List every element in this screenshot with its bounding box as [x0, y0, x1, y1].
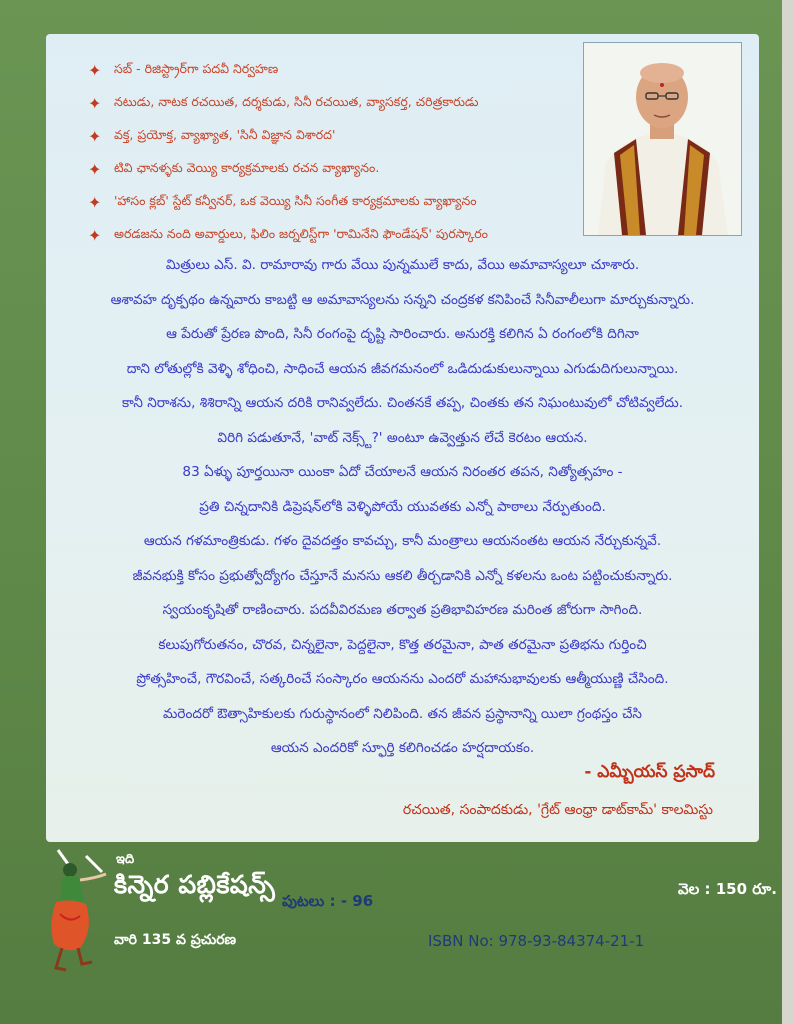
- text-panel: [46, 34, 759, 842]
- foreword-line: మిత్రులు ఎస్. వి. రామారావు గారు వేయి పున్నములే కాదు, వేయి అమావాస్యలూ చూశారు.: [165, 257, 640, 273]
- signature: - ఎమ్బీయస్ ప్రసాద్: [584, 762, 715, 782]
- foreword-line: 83 ఏళ్ళు పూర్తయినా యింకా ఏదో చేయాలనే ఆయన నిరంతర తపన, నిత్యోత్సహం -: [182, 464, 623, 480]
- signature-role: రచయిత, సంపాదకుడు, 'గ్రేట్ ఆంధ్రా డాట్‌కామ్' కాలమిస్టు: [402, 802, 713, 818]
- foreword-line: కానీ నిరాశను, శిశిరాన్ని ఆయన దరికి రానివ్వలేదు. చింతనకే తప్ప, చింతకు తన నిఘంటువులో చోటివ్వలేదు.: [121, 395, 684, 411]
- star-bullet-icon: ✦: [88, 94, 102, 113]
- star-bullet-icon: ✦: [88, 193, 102, 212]
- foreword-line: ఆ పేరుతో ప్రేరణ పొంది, సినీ రంగంపై దృష్టి సారించారు. అనురక్తి కలిగిన ఏ రంగంలోకి దిగినా: [166, 326, 639, 342]
- achievement-text: నటుడు, నాటక రచయిత, దర్శకుడు, సినీ రచయిత, వ్యాసకర్త, చరిత్రకారుడు: [114, 94, 479, 109]
- foreword-text: [46, 248, 759, 766]
- star-bullet-icon: ✦: [88, 127, 102, 146]
- foreword-line: ఆశావహ దృక్పథం ఉన్నవారు కాబట్టి ఆ అమావాస్యలను సన్నని చంద్రకళ కనిపించే సినీవాలీలుగా మార్చుకున్నారు.: [110, 291, 695, 308]
- dancer-logo-icon: [40, 844, 120, 980]
- publisher-name: కిన్నెర పబ్లికేషన్స్: [114, 870, 276, 899]
- isbn: ISBN No: 978-93-84374-21-1: [428, 932, 645, 950]
- achievement-text: వక్త, ప్రయోక్త, వ్యాఖ్యాత, 'సినీ విజ్ఞాన విశారద': [114, 127, 336, 142]
- foreword-line: ప్రతి చిన్నదానికి డిప్రెషన్‌లోకి వెళ్ళిపోయే యువతకు ఎన్నో పాఠాలు నేర్పుతుంది.: [199, 498, 606, 515]
- foreword-line: ఆయన ఎందరికో స్ఫూర్తి కలిగించడం హర్షదాయకం.: [270, 740, 535, 756]
- price: వెల : 150 రూ.: [678, 880, 777, 898]
- author-photo: [583, 42, 742, 236]
- page-count: పుటలు : - 96: [282, 892, 374, 910]
- foreword-line: ప్రోత్సహించే, గౌరవించే, సత్కరించే సంస్కారం ఆయనను ఎందరో మహానుభావులకు ఆత్మీయుణ్ణి చేసింది.: [136, 671, 669, 687]
- foreword-line: కలుపుగోరుతనం, చొరవ, చిన్నలైనా, పెద్దలైనా, కొత్త తరమైనా, పాత తరమైనా ప్రతిభను గుర్తించి: [158, 636, 647, 653]
- foreword-line: మరెందరో ఔత్సాహికులకు గురుస్థానంలో నిలిపింది. తన జీవన ప్రస్థానాన్ని యిలా గ్రంథస్తం చేసి: [163, 705, 642, 722]
- achievements-list: [88, 54, 588, 252]
- foreword-line: దాని లోతుల్లోకి వెళ్ళి శోధించి, సాధించే ఆయన జీవగమనంలో ఒడిదుడుకులున్నాయి ఎగుడుదిగులున్నాయి.: [126, 360, 679, 377]
- achievement-item: [88, 186, 588, 219]
- star-bullet-icon: ✦: [88, 226, 102, 245]
- achievement-text: 'హాసం క్లబ్' స్టేట్ కన్వీనర్, ఒక వెయ్యి సినీ సంగీత కార్యక్రమాలకు వ్యాఖ్యానం: [114, 193, 477, 208]
- publisher-prefix: ఇది: [116, 852, 135, 867]
- achievement-item: [88, 120, 588, 153]
- page-edge: [782, 0, 794, 1024]
- edition-number: వారి 135 వ ప్రచురణ: [114, 932, 237, 948]
- foreword-line: విరిగి పడుతూనే, 'వాట్ నెక్స్ట్?' అంటూ ఉవ్వెత్తున లేచే కెరటం ఆయన.: [217, 429, 588, 446]
- achievement-text: సబ్ - రిజిస్ట్రార్‌గా పదవీ నిర్వహణ: [114, 61, 279, 76]
- foreword-line: స్వయంకృషితో రాణించారు. పదవీవిరమణ తర్వాత ప్రతిభావిహరణ మరింత జోరుగా సాగింది.: [162, 602, 643, 618]
- achievement-item: [88, 153, 588, 186]
- star-bullet-icon: ✦: [88, 160, 102, 179]
- foreword-line: ఆయన గళమాంత్రికుడు. గళం దైవదత్తం కావచ్చు, కానీ మంత్రాలు ఆయనంతట ఆయన నేర్చుకున్నవే.: [143, 533, 662, 549]
- achievement-item: [88, 87, 588, 120]
- author-portrait-image: [584, 43, 741, 235]
- star-bullet-icon: ✦: [88, 61, 102, 80]
- achievement-text: టివి ఛానళ్ళకు వెయ్యి కార్యక్రమాలకు రచన వ్యాఖ్యానం.: [114, 160, 380, 175]
- foreword-line: జీవనభుక్తి కోసం ప్రభుత్వోద్యోగం చేస్తూనే మనసు ఆకలి తీర్చడానికి ఎన్నో కళలను ఒంట పట్టించుకున్నారు.: [132, 567, 673, 584]
- achievement-text: అరడజను నంది అవార్డులు, ఫిలిం జర్నలిస్ట్‌గా 'రామినేని ఫౌండేషన్' పురస్కారం: [114, 226, 489, 241]
- achievement-item: [88, 54, 588, 87]
